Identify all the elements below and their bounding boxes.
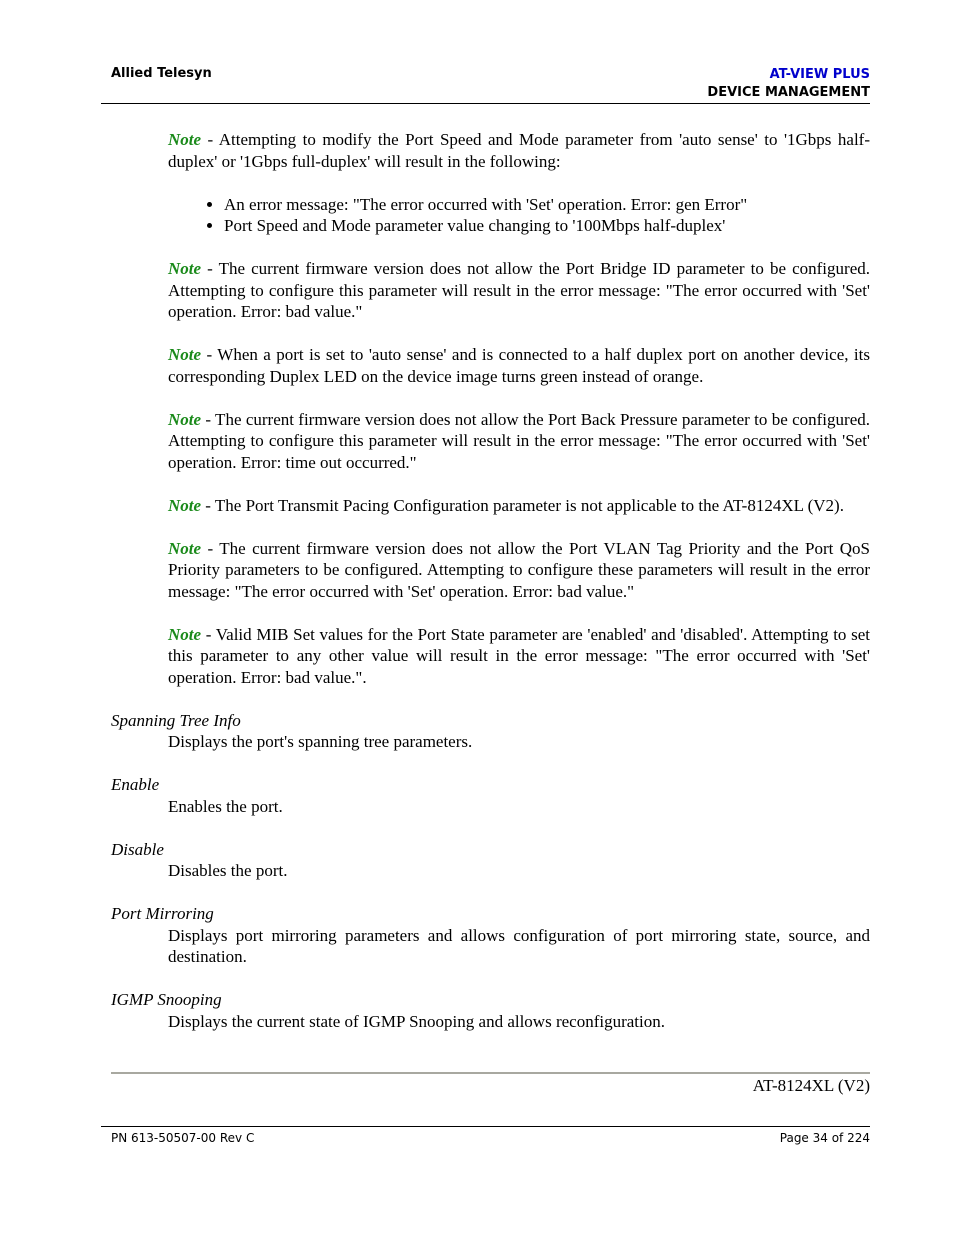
device-model: AT-8124XL (V2) [752, 1076, 870, 1095]
note-paragraph [168, 538, 870, 603]
product-title: AT-VIEW PLUS [769, 67, 870, 82]
note-label: Note [168, 259, 202, 278]
definition-term: Port Mirroring [111, 904, 214, 923]
header-titles [707, 66, 870, 102]
error-consequence-list [168, 194, 870, 237]
section-title: DEVICE MANAGEMENT [707, 85, 870, 100]
list-item: • Port Speed and Mode parameter value changing to '100Mbps half-duplex' [224, 215, 870, 237]
note-label: Note [168, 538, 202, 558]
list-item: • An error message: "The error occurred with 'Set' operation. Error: gen Error" [224, 194, 870, 216]
note-text: - The current firmware version does not allow the Port VLAN Tag Priority and the Port QoS Priority parameters to be configured. Attempting to configure these parameters will result in the error message: "The error occurred with 'Set' operation. Error: bad value." [168, 538, 870, 601]
part-number: PN 613-50507-00 Rev C [111, 1131, 255, 1145]
company-name: Allied Telesyn [111, 66, 212, 81]
footer-divider-lower [101, 1126, 870, 1127]
note-label: Note [168, 495, 202, 515]
note-text: - The Port Transmit Pacing Configuration parameter is not applicable to the AT-8124XL (V2). [201, 495, 844, 515]
note-label: Note [168, 409, 202, 429]
note-paragraph [168, 129, 870, 172]
page-number: Page 34 of 224 [779, 1131, 870, 1145]
note-text: - The current firmware version does not allow the Port Back Pressure parameter to be configured. Attempting to configure this parameter will result in the error message: "The error occurred with 'Set' operation. Error: time out occurred." [168, 409, 870, 472]
note-paragraph [168, 495, 870, 517]
definition-description: Enables the port. [168, 796, 283, 816]
definition-description: Disables the port. [168, 861, 288, 880]
footer-divider-upper [111, 1072, 870, 1074]
definition-description: Displays the port's spanning tree parameters. [168, 732, 473, 751]
definition-term: IGMP Snooping [111, 990, 222, 1009]
note-paragraph [168, 624, 870, 689]
note-paragraph [168, 258, 870, 323]
page-body [111, 129, 870, 1032]
header-divider [101, 103, 870, 104]
note-text: - Attempting to modify the Port Speed and Mode parameter from 'auto sense' to '1Gbps half-duplex' or '1Gbps full-duplex' will result in the following: [168, 130, 870, 171]
definition-description: Displays port mirroring parameters and allows configuration of port mirroring state, source, and destination. [168, 925, 870, 966]
definition-term: Disable [111, 839, 164, 859]
definition-term: Enable [111, 775, 160, 794]
note-label: Note [168, 345, 202, 364]
note-paragraph [168, 344, 870, 387]
note-label: Note [168, 130, 202, 149]
definition-term: Spanning Tree Info [111, 710, 241, 730]
definition-description: Displays the current state of IGMP Snooping and allows reconfiguration. [168, 1011, 665, 1031]
note-text: - The current firmware version does not allow the Port Bridge ID parameter to be configured. Attempting to configure this parameter will result in the error message: "The error occurred with 'Set' operation. Error: bad value." [168, 259, 870, 321]
note-label: Note [168, 624, 202, 644]
note-text: - Valid MIB Set values for the Port State parameter are 'enabled' and 'disabled'. Attempting to set this parameter to any other value will result in the error message: "The error occurred with 'Set' operation. Error: bad value.". [168, 624, 870, 687]
note-paragraph [168, 409, 870, 474]
note-text: - When a port is set to 'auto sense' and is connected to a half duplex port on another device, its corresponding Duplex LED on the device image turns green instead of orange. [168, 345, 870, 386]
